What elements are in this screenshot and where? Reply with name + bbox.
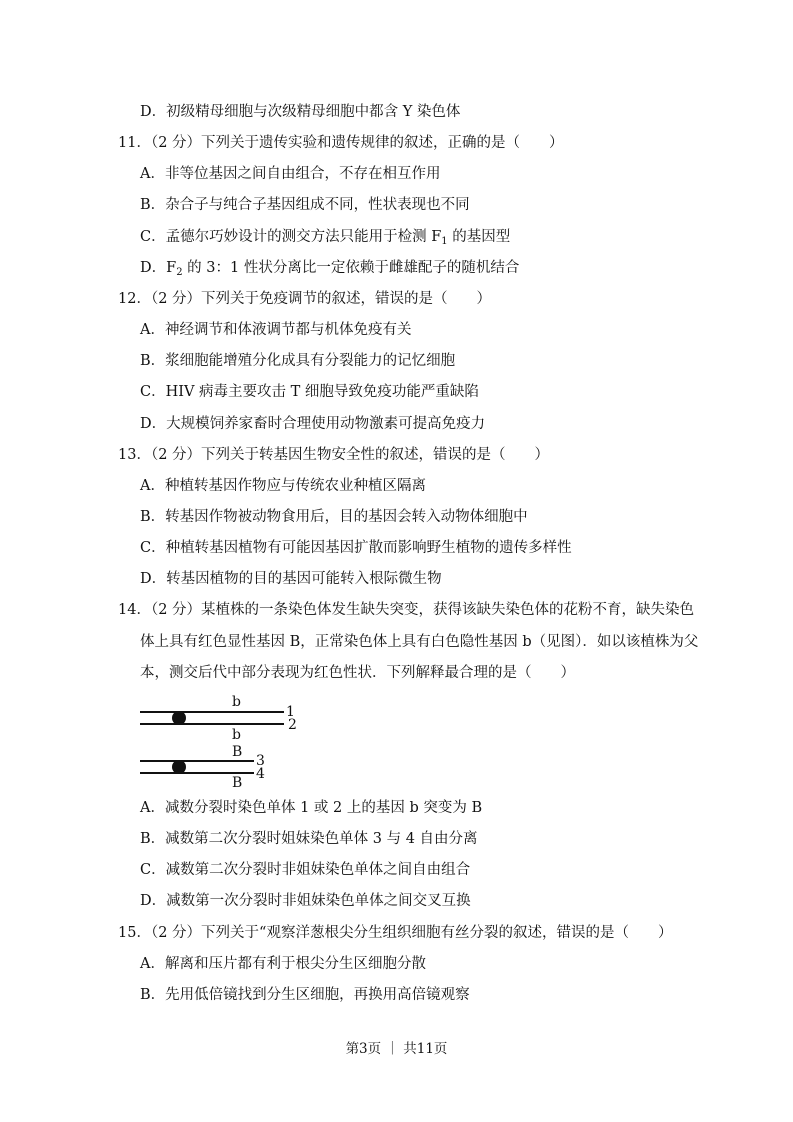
q13-option-c: C．种植转基因植物有可能因基因扩散而影响野生植物的遗传多样性 — [140, 540, 572, 556]
q15-option-a: A．解离和压片都有利于根尖分生区细胞分散 — [140, 956, 426, 972]
q11-option-d-subscript: 2 — [176, 267, 183, 278]
q11-option-c — [140, 227, 510, 252]
centromere-bottom — [172, 760, 186, 774]
chromatid-number-3: 3 — [256, 753, 265, 769]
gene-label-2: b — [232, 727, 241, 743]
q11-option-d-text-end: 的 3：1 性状分离比一定依赖于雌雄配子的随机结合 — [182, 260, 520, 276]
q11-option-d — [140, 258, 519, 283]
chromatid-number-1: 1 — [286, 704, 295, 720]
q11-option-d-text: D．F — [140, 260, 177, 276]
q11-option-c-text: C．孟德尔巧妙设计的测交方法只能用于检测 F — [140, 229, 442, 245]
q14-option-a: A．减数分裂时染色单体 1 或 2 上的基因 b 突变为 B — [140, 800, 483, 816]
centromere-top — [172, 711, 186, 725]
q13-option-b: B．转基因作物被动物食用后，目的基因会转入动物体细胞中 — [140, 509, 528, 525]
q14-option-d: D．减数第一次分裂时非姐妹染色单体之间交叉互换 — [140, 893, 471, 909]
q15-option-b: B．先用低倍镜找到分生区细胞，再换用高倍镜观察 — [140, 987, 470, 1003]
q12-stem: 12．（2 分）下列关于免疫调节的叙述，错误的是（ ） — [118, 291, 492, 307]
q11-option-a: A．非等位基因之间自由组合，不存在相互作用 — [140, 166, 441, 182]
page-footer: 第3页 ｜ 共11页 — [345, 1041, 448, 1057]
q11-option-b: B．杂合子与纯合子基因组成不同，性状表现也不同 — [140, 197, 470, 213]
chromosome-figure — [138, 693, 308, 791]
gene-label-3: B — [232, 744, 243, 760]
chromatid-number-2: 2 — [288, 717, 297, 733]
q14-option-b: B．减数第二次分裂时姐妹染色单体 3 与 4 自由分离 — [140, 831, 478, 847]
q11-option-c-text-end: 的基因型 — [447, 229, 511, 245]
q12-option-d: D．大规模饲养家畜时合理使用动物激素可提高免疫力 — [140, 416, 486, 432]
q14-stem-line-1: 14．（2 分）某植株的一条染色体发生缺失突变，获得该缺失染色体的花粉不育，缺失染色 — [118, 602, 695, 618]
q11-option-c-subscript: 1 — [441, 236, 448, 247]
q12-option-b: B．浆细胞能增殖分化成具有分裂能力的记忆细胞 — [140, 353, 456, 369]
q12-option-c: C．HIV 病毒主要攻击 T 细胞导致免疫功能严重缺陷 — [140, 384, 479, 400]
q15-stem: 15．（2 分）下列关于“观察洋葱根尖分生组织细胞有丝分裂的叙述，错误的是（ ） — [118, 925, 673, 941]
chromatid-number-4: 4 — [256, 766, 265, 782]
q10-option-d: D．初级精母细胞与次级精母细胞中都含 Y 染色体 — [140, 104, 461, 120]
q13-stem: 13．（2 分）下列关于转基因生物安全性的叙述，错误的是（ ） — [118, 447, 550, 463]
gene-label-4: B — [232, 775, 243, 791]
q14-option-c: C．减数第二次分裂时非姐妹染色单体之间自由组合 — [140, 862, 471, 878]
q12-option-a: A．神经调节和体液调节都与机体免疫有关 — [140, 322, 412, 338]
q13-option-a: A．种植转基因作物应与传统农业种植区隔离 — [140, 478, 426, 494]
q13-option-d: D．转基因植物的目的基因可能转入根际微生物 — [140, 571, 442, 587]
q11-stem: 11．（2 分）下列关于遗传实验和遗传规律的叙述，正确的是（ ） — [118, 135, 564, 151]
gene-label-1: b — [232, 694, 241, 710]
q14-stem-line-3: 本，测交后代中部分表现为红色性状．下列解释最合理的是（ ） — [140, 665, 575, 681]
q14-stem-line-2: 体上具有红色显性基因 B，正常染色体上具有白色隐性基因 b（见图）．如以该植株为父 — [140, 634, 699, 650]
